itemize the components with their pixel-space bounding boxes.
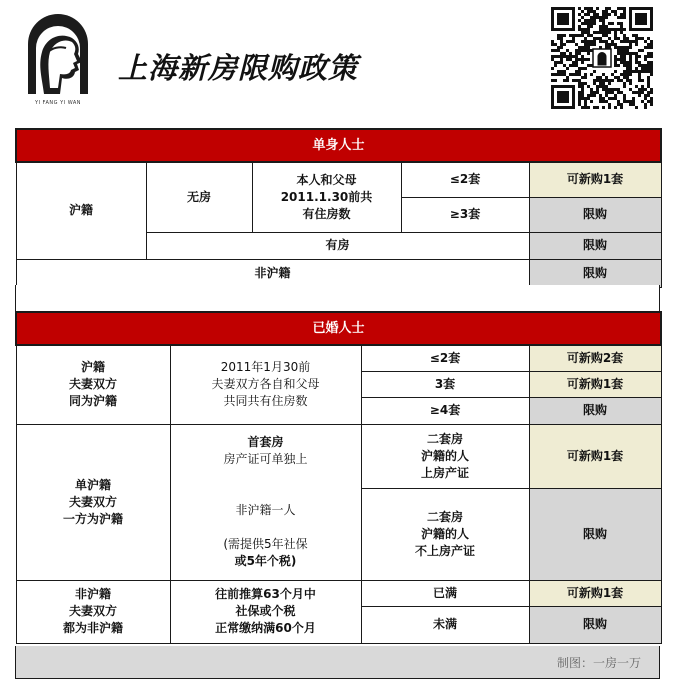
single-le2-label: ≤2套 [401, 162, 529, 197]
married-g2-nonlocal: 非沪籍一人 [235, 503, 296, 517]
married-full-result: 可新购1套 [529, 580, 661, 606]
married-not-full-label: 未满 [361, 606, 529, 643]
brand-logo [22, 8, 94, 112]
married-policy-table [15, 311, 662, 644]
married-g1-desc-line-2: 夫妻双方各自和父母 [211, 377, 320, 392]
married-full-label: 已满 [361, 580, 529, 606]
married-g1-desc-line-1: 2011年1月30前 [220, 360, 311, 375]
married-le2-result: 可新购2套 [529, 345, 661, 371]
married-g2-line-2: 夫妻双方 [68, 494, 117, 509]
logo-caption: YI FANG YI WAN [34, 100, 82, 106]
married-g2-desc [170, 424, 361, 580]
married-g3-line-1: 非沪籍 [74, 587, 111, 601]
footer-credit: 制图：一房一万 [556, 656, 641, 670]
single-has-house-result: 限购 [529, 232, 661, 259]
married-eq3-label: 3套 [361, 371, 529, 397]
footer-bar [15, 646, 660, 679]
woman-silhouette-logo-icon [22, 8, 94, 98]
married-g3-line-2: 夫妻双方 [68, 604, 117, 618]
married-hukou-both-label [16, 345, 170, 424]
married-g1-line-3: 同为沪籍 [68, 394, 117, 409]
married-g2-no-line-2: 沪籍的人 [420, 526, 469, 541]
qr-code [551, 7, 653, 109]
single-section-title: 单身人士 [16, 129, 661, 162]
married-le2-label: ≤2套 [361, 345, 529, 371]
single-family-line-2: 2011.1.30前共 [280, 189, 373, 204]
married-g2-line-3: 一方为沪籍 [62, 511, 123, 526]
page-title: 上海新房限购政策 [118, 51, 359, 85]
married-g2-second-off-deed [361, 488, 529, 580]
married-g2-first-desc: 房产证可单独上 [223, 452, 308, 466]
married-g2-no-line-3: 不上房产证 [414, 543, 475, 558]
single-le2-result: 可新购1套 [529, 162, 661, 197]
single-non-hukou-result: 限购 [529, 259, 661, 287]
married-g2-note-line-1: (需提供5年社保 [223, 537, 308, 551]
married-g2-on-deed-result: 可新购1套 [529, 424, 661, 488]
single-ge3-label: ≥3套 [401, 197, 529, 232]
married-g1-line-2: 夫妻双方 [68, 377, 117, 392]
single-ge3-result: 限购 [529, 197, 661, 232]
married-g2-yes-line-3: 上房产证 [420, 465, 469, 480]
married-g2-line-1: 单沪籍 [74, 477, 111, 492]
married-g2-yes-line-1: 二套房 [426, 431, 463, 446]
married-g3-desc-line-3: 正常缴纳满60个月 [215, 621, 316, 635]
single-has-house-label: 有房 [146, 232, 529, 259]
single-family-line-3: 有住房数 [302, 206, 351, 221]
married-g2-off-deed-result: 限购 [529, 488, 661, 580]
section-divider [15, 285, 660, 312]
married-ge4-result: 限购 [529, 397, 661, 424]
married-g1-desc-line-3: 共同共有住房数 [223, 394, 308, 409]
married-g1-desc [170, 345, 361, 424]
married-g2-yes-line-2: 沪籍的人 [420, 448, 469, 463]
single-hukou-label: 沪籍 [16, 162, 146, 259]
married-g3-desc [170, 580, 361, 643]
married-g3-line-3: 都为非沪籍 [62, 621, 123, 635]
married-g2-no-line-1: 二套房 [426, 509, 463, 524]
single-policy-table [15, 128, 662, 288]
married-g2-second-on-deed [361, 424, 529, 488]
single-family-houses-desc [252, 162, 401, 232]
married-non-hukou-label [16, 580, 170, 643]
married-g2-first-house: 首套房 [247, 435, 284, 449]
single-non-hukou-label: 非沪籍 [16, 259, 529, 287]
married-ge4-label: ≥4套 [361, 397, 529, 424]
married-eq3-result: 可新购1套 [529, 371, 661, 397]
married-g2-note-line-2: 或5年个税) [234, 554, 297, 568]
qr-code-icon [551, 7, 653, 109]
married-g1-line-1: 沪籍 [80, 360, 105, 375]
married-single-hukou-label [16, 424, 170, 580]
single-no-house-label: 无房 [146, 162, 252, 232]
married-g3-desc-line-2: 社保或个税 [235, 604, 296, 618]
married-g3-desc-line-1: 往前推算63个月中 [215, 587, 316, 601]
single-family-line-1: 本人和父母 [296, 172, 357, 187]
married-section-title: 已婚人士 [16, 312, 661, 345]
married-not-full-result: 限购 [529, 606, 661, 643]
